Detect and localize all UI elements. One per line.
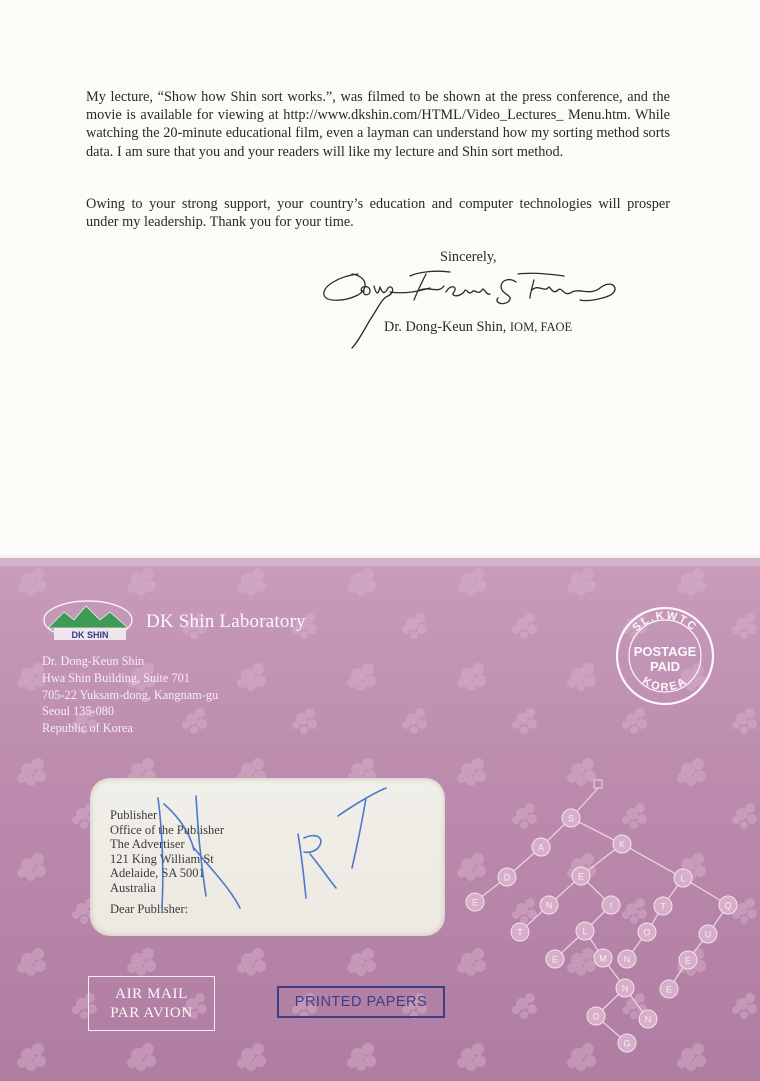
tree-node-letter: D: [592, 1011, 600, 1022]
tree-node-letter: Q: [724, 900, 732, 911]
postmark-top-text: SL.KWTC: [630, 609, 700, 635]
sender-line: Seoul 135-080: [42, 704, 115, 719]
tree-node: [572, 867, 590, 885]
recipient-line: 121 King William St: [110, 851, 214, 866]
tree-node: [576, 922, 594, 940]
air-mail-line: AIR MAIL: [115, 986, 188, 1002]
recipient-line: Publisher: [110, 808, 158, 822]
handwritten-signature: [318, 262, 623, 354]
tree-node-letter: D: [503, 872, 511, 883]
printed-papers-stamp: PRINTED PAPERS: [277, 986, 445, 1018]
tree-node: [613, 835, 631, 853]
svg-text:KOREA: [640, 675, 690, 694]
par-avion-line: PAR AVION: [110, 1005, 193, 1021]
envelope: [0, 558, 760, 1081]
tree-node: [639, 1010, 657, 1028]
shin-sort-tree-diagram: [460, 774, 760, 1081]
postmark-line-1: POSTAGE: [633, 644, 697, 659]
tree-edge: [622, 844, 683, 878]
tree-node: [466, 893, 484, 911]
tree-node-letter: S: [567, 813, 575, 824]
sender-line: Dr. Dong-Keun Shin: [42, 654, 145, 668]
tree-node-letter: N: [621, 983, 629, 994]
tree-node: [719, 896, 737, 914]
tree-node-letter: L: [680, 873, 686, 884]
tree-node: [546, 950, 564, 968]
signer-credentials: IOM, FAOE: [509, 320, 573, 334]
tree-root-marker: [594, 780, 602, 788]
tree-node: [532, 838, 550, 856]
tree-node-letter: O: [643, 927, 651, 938]
tree-node: [594, 949, 612, 967]
signer-name: Dr. Dong-Keun Shin,: [384, 319, 507, 335]
tree-node: [618, 950, 636, 968]
recipient-line: Australia: [110, 880, 156, 895]
tree-node: [587, 1007, 605, 1025]
tree-node-letter: I: [609, 900, 613, 911]
signer-block: [384, 319, 572, 336]
tree-node: [540, 896, 558, 914]
postmark-line-2: PAID: [649, 659, 681, 674]
tree-node: [654, 897, 672, 915]
tree-node: [699, 925, 717, 943]
tree-node-letter: G: [623, 1038, 631, 1049]
recipient-line: Adelaide, SA 5001: [110, 866, 205, 881]
tree-node-letter: E: [684, 955, 692, 966]
tree-node-letter: T: [660, 901, 666, 912]
tree-node-letter: E: [471, 897, 479, 908]
tree-node-letter: A: [537, 842, 545, 853]
tree-node: [498, 868, 516, 886]
laboratory-name: DK Shin Laboratory: [146, 611, 306, 632]
address-window: [90, 778, 445, 936]
tree-node: [674, 869, 692, 887]
sender-line: Hwa Shin Building, Suite 701: [42, 670, 190, 685]
tree-node: [618, 1034, 636, 1052]
tree-node-letter: K: [618, 839, 626, 850]
tree-node-letter: E: [577, 871, 585, 882]
tree-node-letter: N: [644, 1014, 652, 1025]
tree-node: [660, 980, 678, 998]
letter-paragraph-2: Owing to your strong support, your country’s education and computer technologies will prosper under my leadership. Thank you for your time.: [86, 196, 670, 231]
tree-node-letter: N: [623, 954, 631, 965]
sender-line: Republic of Korea: [42, 721, 133, 736]
sender-line: 705-22 Yuksam-dong, Kangnam-gu: [42, 687, 219, 702]
tree-node-letter: N: [545, 900, 553, 911]
tree-node-letter: M: [599, 953, 607, 964]
tree-node-letter: E: [665, 984, 673, 995]
tree-node: [602, 896, 620, 914]
recipient-line: The Advertiser: [110, 837, 185, 852]
tree-node-letter: U: [704, 929, 712, 940]
postage-paid-postmark: [614, 605, 716, 707]
tree-node-letter: E: [551, 954, 559, 965]
recipient-line: Dear Publisher:: [110, 901, 189, 916]
handwritten-blue-ink: [90, 778, 445, 936]
tree-node: [679, 951, 697, 969]
air-mail-label: [88, 976, 215, 1031]
tree-node-letter: L: [582, 926, 588, 937]
recipient-line: Office of the Publisher: [110, 822, 224, 837]
sender-address: [42, 653, 218, 737]
tree-node: [638, 923, 656, 941]
tree-node: [616, 979, 634, 997]
dk-shin-logo: [40, 598, 140, 644]
tree-node: [511, 923, 529, 941]
tree-node: [562, 809, 580, 827]
letter-closing: Sincerely,: [440, 249, 497, 265]
tree-node-letter: T: [517, 927, 523, 938]
logo-text: DK SHIN: [71, 630, 109, 640]
letter-paragraph-1: My lecture, “Show how Shin sort works.”, was filmed to be shown at the press conference, and the movie is available for viewing at http://www.dkshin.com/HTML/Video_Lectures_ Menu.htm. While watching the 20-minute educational film, even a layman can understand how my sorting method sorts data. I am sure that you and your readers will like my lecture and Shin sort method.: [86, 89, 670, 160]
postmark-bottom-text: KOREA: [640, 674, 690, 694]
